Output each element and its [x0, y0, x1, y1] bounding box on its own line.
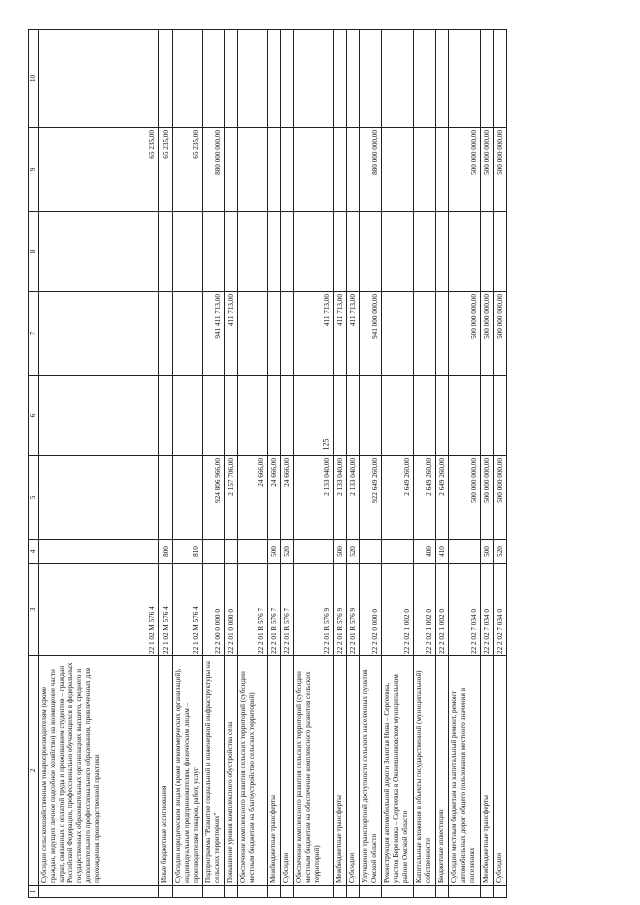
- row-col5-cell: 500 000 000,00: [494, 456, 507, 540]
- row-name-cell: Субсидии: [281, 656, 294, 886]
- row-index-cell: [436, 886, 449, 898]
- column-number-3: 3: [29, 564, 39, 656]
- row-col9-cell: 500 000 000,00: [449, 128, 481, 212]
- row-col5-cell: 2 133 040,00: [334, 456, 347, 540]
- row-col8-cell: [334, 212, 347, 292]
- row-col10-cell: [268, 30, 281, 128]
- row-col5-cell: 24 666,00: [238, 456, 268, 540]
- row-code-cell: 22 2 01 R 576 9: [347, 564, 360, 656]
- row-col9-cell: 880 000 000,00: [203, 128, 225, 212]
- column-number-8: 8: [29, 212, 39, 292]
- row-name-cell: Иные бюджетные ассигнования: [159, 656, 173, 886]
- table-row: [203, 30, 225, 898]
- row-col6-cell: [294, 376, 334, 456]
- row-col5-cell: 2 649 260,00: [414, 456, 436, 540]
- row-col5-cell: 922 649 260,00: [360, 456, 382, 540]
- column-number-10: 10: [29, 30, 39, 128]
- row-code-cell: 22 1 02 M 576 4: [173, 564, 203, 656]
- column-number-7: 7: [29, 292, 39, 376]
- table-row: [382, 30, 414, 898]
- budget-table: [28, 29, 507, 898]
- row-col8-cell: [173, 212, 203, 292]
- row-col8-cell: [382, 212, 414, 292]
- row-index-cell: [449, 886, 481, 898]
- row-vr-cell: [39, 540, 159, 564]
- row-col9-cell: 500 000 000,00: [481, 128, 494, 212]
- row-col8-cell: [436, 212, 449, 292]
- row-index-cell: [238, 886, 268, 898]
- row-code-cell: 22 2 02 7 034 0: [481, 564, 494, 656]
- row-col10-cell: [494, 30, 507, 128]
- row-col9-cell: [347, 128, 360, 212]
- row-vr-cell: 500: [268, 540, 281, 564]
- row-col5-cell: [39, 456, 159, 540]
- row-col10-cell: [159, 30, 173, 128]
- row-col7-cell: 411 713,00: [294, 292, 334, 376]
- row-vr-cell: 410: [436, 540, 449, 564]
- table-row: [436, 30, 449, 898]
- table-row: [225, 30, 238, 898]
- row-col5-cell: 500 000 000,00: [449, 456, 481, 540]
- column-number-9: 9: [29, 128, 39, 212]
- row-col7-cell: [159, 292, 173, 376]
- row-code-cell: 22 1 02 M 576 4: [159, 564, 173, 656]
- row-col6-cell: [39, 376, 159, 456]
- table-row: [347, 30, 360, 898]
- row-col6-cell: [494, 376, 507, 456]
- row-col7-cell: 411 713,00: [347, 292, 360, 376]
- row-index-cell: [203, 886, 225, 898]
- column-number-2: 2: [29, 656, 39, 886]
- row-code-cell: 22 2 01 R 576 9: [334, 564, 347, 656]
- column-number-5: 5: [29, 456, 39, 540]
- row-vr-cell: 520: [494, 540, 507, 564]
- row-col9-cell: 65 235,00: [159, 128, 173, 212]
- row-vr-cell: [238, 540, 268, 564]
- row-col9-cell: [281, 128, 294, 212]
- row-code-cell: 22 2 02 0 000 0: [360, 564, 382, 656]
- row-vr-cell: 400: [414, 540, 436, 564]
- column-number-6: 6: [29, 376, 39, 456]
- row-col10-cell: [436, 30, 449, 128]
- column-number-row: [29, 30, 39, 898]
- row-col8-cell: [203, 212, 225, 292]
- table-row: [294, 30, 334, 898]
- row-name-cell: Субсидии: [347, 656, 360, 886]
- table-row: [414, 30, 436, 898]
- row-vr-cell: [449, 540, 481, 564]
- table-row: [238, 30, 268, 898]
- row-col7-cell: 411 713,00: [225, 292, 238, 376]
- row-col7-cell: [281, 292, 294, 376]
- table-row: [268, 30, 281, 898]
- table-row: [159, 30, 173, 898]
- row-col9-cell: [334, 128, 347, 212]
- row-code-cell: 22 2 00 0 000 0: [203, 564, 225, 656]
- row-col10-cell: [449, 30, 481, 128]
- row-col6-cell: [225, 376, 238, 456]
- row-col10-cell: [281, 30, 294, 128]
- row-col8-cell: [225, 212, 238, 292]
- row-col9-cell: 65 235,00: [39, 128, 159, 212]
- row-name-cell: Бюджетные инвестиции: [436, 656, 449, 886]
- row-col8-cell: [238, 212, 268, 292]
- row-code-cell: 22 2 02 7 034 0: [494, 564, 507, 656]
- row-code-cell: 22 2 01 R 576 7: [268, 564, 281, 656]
- row-name-cell: Подпрограмма "Развитие социальной и инженерной инфраструктуры на сельских территориях": [203, 656, 225, 886]
- row-col8-cell: [347, 212, 360, 292]
- row-col9-cell: 65 235,00: [173, 128, 203, 212]
- row-col7-cell: 500 000 000,00: [449, 292, 481, 376]
- row-col8-cell: [494, 212, 507, 292]
- row-vr-cell: [382, 540, 414, 564]
- row-col9-cell: [294, 128, 334, 212]
- row-col7-cell: [173, 292, 203, 376]
- row-col5-cell: 2 649 260,00: [436, 456, 449, 540]
- row-col10-cell: [481, 30, 494, 128]
- row-col7-cell: 411 713,00: [334, 292, 347, 376]
- row-col5-cell: 24 666,00: [281, 456, 294, 540]
- row-name-cell: Обеспечение комплексного развития сельских территорий (субсидии местным бюджетам на обеспечение комплексного развития сельских территорий): [294, 656, 334, 886]
- row-name-cell: Реконструкция автомобильной дороги Золотая Нива – Сергеевка, участок Березовка – Сергеевка в Оконешниковском муниципальном районе Омской области: [382, 656, 414, 886]
- row-col7-cell: 500 000 000,00: [481, 292, 494, 376]
- row-index-cell: [281, 886, 294, 898]
- row-col5-cell: 2 133 040,00: [347, 456, 360, 540]
- row-col8-cell: [268, 212, 281, 292]
- row-col6-cell: [449, 376, 481, 456]
- row-vr-cell: 500: [334, 540, 347, 564]
- row-col6-cell: [268, 376, 281, 456]
- row-code-cell: 22 1 02 M 576 4: [39, 564, 159, 656]
- row-index-cell: [39, 886, 159, 898]
- row-col6-cell: [436, 376, 449, 456]
- row-col6-cell: [481, 376, 494, 456]
- table-row: [360, 30, 382, 898]
- row-col8-cell: [159, 212, 173, 292]
- row-col5-cell: [173, 456, 203, 540]
- row-col7-cell: 500 000 000,00: [494, 292, 507, 376]
- row-name-cell: Повышение уровня комплексного обустройства села: [225, 656, 238, 886]
- row-col9-cell: [382, 128, 414, 212]
- row-col5-cell: 2 649 260,00: [382, 456, 414, 540]
- row-index-cell: [173, 886, 203, 898]
- row-code-cell: 22 2 02 1 002 0: [382, 564, 414, 656]
- row-col6-cell: [382, 376, 414, 456]
- row-col10-cell: [347, 30, 360, 128]
- row-col9-cell: 500 000 000,00: [494, 128, 507, 212]
- row-col5-cell: [159, 456, 173, 540]
- row-vr-cell: [360, 540, 382, 564]
- row-col8-cell: [360, 212, 382, 292]
- row-name-cell: Улучшение транспортной доступности сельских населенных пунктов Омской области: [360, 656, 382, 886]
- row-col10-cell: [225, 30, 238, 128]
- row-col10-cell: [294, 30, 334, 128]
- row-name-cell: Субсидии юридическим лицам (кроме некоммерческих организаций), индивидуальным предпринимателям, физическим лицам – производителям товаров, работ, услуг: [173, 656, 203, 886]
- row-index-cell: [334, 886, 347, 898]
- row-vr-cell: [294, 540, 334, 564]
- row-col8-cell: [39, 212, 159, 292]
- row-vr-cell: 500: [481, 540, 494, 564]
- row-col5-cell: 924 806 966,00: [203, 456, 225, 540]
- row-col6-cell: [281, 376, 294, 456]
- row-col8-cell: [414, 212, 436, 292]
- row-name-cell: Обеспечение комплексного развития сельских территорий (субсидии местным бюджетам на благоустройство сельских территорий): [238, 656, 268, 886]
- row-index-cell: [347, 886, 360, 898]
- row-code-cell: 22 2 01 R 576 9: [294, 564, 334, 656]
- row-col5-cell: 24 666,00: [268, 456, 281, 540]
- row-index-cell: [360, 886, 382, 898]
- column-number-1: 1: [29, 886, 39, 898]
- row-code-cell: 22 2 01 0 000 0: [225, 564, 238, 656]
- table-row: [449, 30, 481, 898]
- row-col9-cell: 880 000 000,00: [360, 128, 382, 212]
- row-col10-cell: [414, 30, 436, 128]
- table-row: [334, 30, 347, 898]
- row-code-cell: 22 2 02 1 002 0: [436, 564, 449, 656]
- row-col5-cell: 500 000 000,00: [481, 456, 494, 540]
- row-col7-cell: [268, 292, 281, 376]
- row-col6-cell: [347, 376, 360, 456]
- row-name-cell: Субсидии местным бюджетам на капитальный ремонт, ремонт автомобильных дорог общего пользования местного значения в поселениях: [449, 656, 481, 886]
- row-vr-cell: [203, 540, 225, 564]
- row-col10-cell: [238, 30, 268, 128]
- row-col10-cell: [360, 30, 382, 128]
- row-vr-cell: 800: [159, 540, 173, 564]
- row-col7-cell: 941 000 000,00: [360, 292, 382, 376]
- row-col8-cell: [281, 212, 294, 292]
- row-name-cell: Капитальные вложения в объекты государственной (муниципальной) собственности: [414, 656, 436, 886]
- row-col8-cell: [481, 212, 494, 292]
- row-index-cell: [382, 886, 414, 898]
- budget-table-sheet: [28, 30, 638, 898]
- page-number: 125: [321, 438, 331, 451]
- table-row: [494, 30, 507, 898]
- row-col9-cell: [225, 128, 238, 212]
- row-col10-cell: [334, 30, 347, 128]
- row-col9-cell: [414, 128, 436, 212]
- row-col6-cell: [238, 376, 268, 456]
- row-col10-cell: [382, 30, 414, 128]
- row-vr-cell: 520: [281, 540, 294, 564]
- row-col8-cell: [449, 212, 481, 292]
- row-col7-cell: [414, 292, 436, 376]
- row-name-cell: Субсидии: [494, 656, 507, 886]
- row-col7-cell: [39, 292, 159, 376]
- row-code-cell: 22 2 01 R 576 7: [281, 564, 294, 656]
- table-row: [39, 30, 159, 898]
- row-col10-cell: [39, 30, 159, 128]
- row-name-cell: Межбюджетные трансферты: [268, 656, 281, 886]
- row-index-cell: [225, 886, 238, 898]
- row-col10-cell: [173, 30, 203, 128]
- row-vr-cell: 520: [347, 540, 360, 564]
- row-col9-cell: [436, 128, 449, 212]
- row-col7-cell: [436, 292, 449, 376]
- row-col7-cell: [238, 292, 268, 376]
- row-code-cell: 22 2 02 1 002 0: [414, 564, 436, 656]
- row-col6-cell: [334, 376, 347, 456]
- row-index-cell: [268, 886, 281, 898]
- row-code-cell: 22 2 02 7 034 0: [449, 564, 481, 656]
- table-row: [481, 30, 494, 898]
- row-index-cell: [294, 886, 334, 898]
- row-index-cell: [159, 886, 173, 898]
- row-index-cell: [481, 886, 494, 898]
- table-row: [281, 30, 294, 898]
- row-col6-cell: [173, 376, 203, 456]
- row-col6-cell: [159, 376, 173, 456]
- row-col5-cell: 2 133 040,00: [294, 456, 334, 540]
- row-col8-cell: [294, 212, 334, 292]
- row-col6-cell: [203, 376, 225, 456]
- row-col6-cell: [360, 376, 382, 456]
- row-vr-cell: [225, 540, 238, 564]
- column-number-4: 4: [29, 540, 39, 564]
- row-code-cell: 22 2 01 R 576 7: [238, 564, 268, 656]
- row-col7-cell: 941 411 713,00: [203, 292, 225, 376]
- row-index-cell: [494, 886, 507, 898]
- row-index-cell: [414, 886, 436, 898]
- row-name-cell: Межбюджетные трансферты: [334, 656, 347, 886]
- table-row: [173, 30, 203, 898]
- row-col9-cell: [238, 128, 268, 212]
- row-col9-cell: [268, 128, 281, 212]
- row-vr-cell: 810: [173, 540, 203, 564]
- row-name-cell: Субсидии сельскохозяйственным товаропроизводителям (кроме граждан, ведущих личное подсобное хозяйство) на возмещение части затрат, связанных с оплатой труда и проживанием студентов – граждан Российской Федерации, профессионально обучающихся в федеральных государственных образовательных организациях высшего, среднего и дополнительного профессионального образования, привлеченных для прохождения производственной практики: [39, 656, 159, 886]
- row-col5-cell: 2 157 706,00: [225, 456, 238, 540]
- row-col10-cell: [203, 30, 225, 128]
- row-col7-cell: [382, 292, 414, 376]
- row-col6-cell: [414, 376, 436, 456]
- row-name-cell: Межбюджетные трансферты: [481, 656, 494, 886]
